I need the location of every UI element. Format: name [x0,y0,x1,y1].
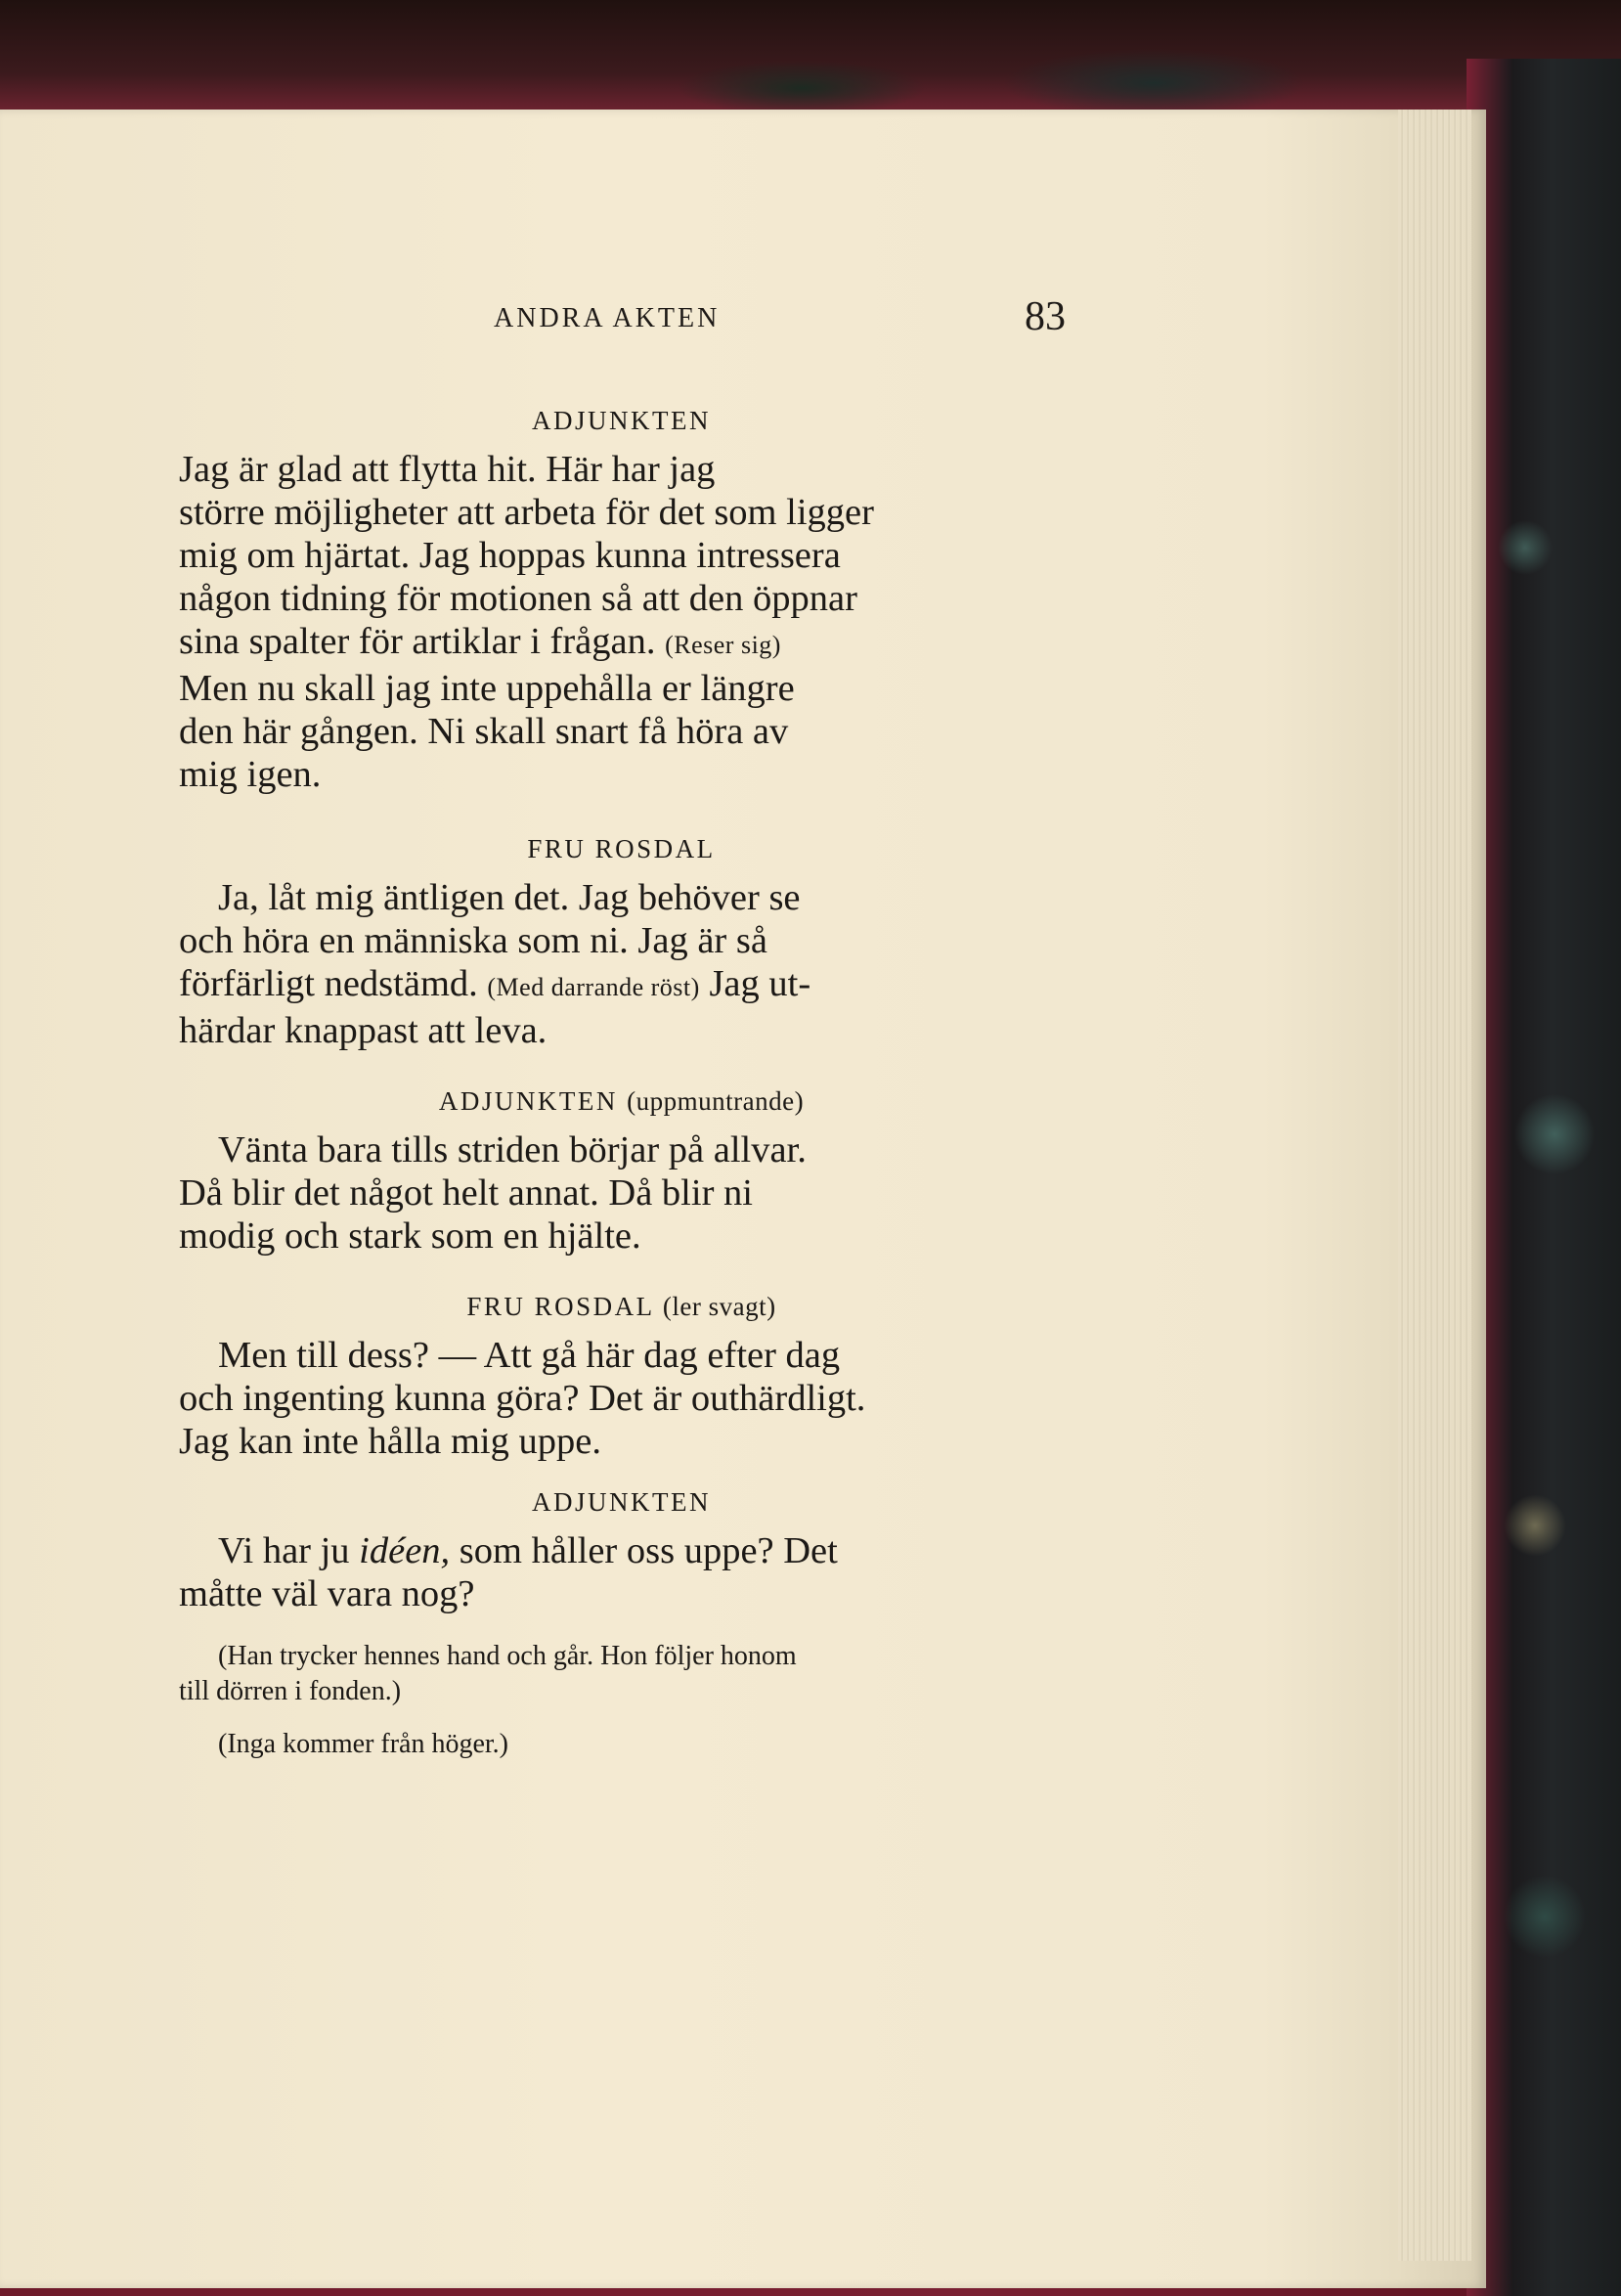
speech-text: någon tidning för motionen så att den öppnar [179,578,857,619]
speech-line [179,1171,1064,1214]
speech-text: och ingenting kunna göra? Det är outhärdligt. [179,1378,866,1419]
speech-line [179,1214,1064,1258]
stage-direction-text: (Han trycker hennes hand och går. Hon följer honom [218,1641,797,1671]
running-title: ANDRA AKTEN [494,303,721,333]
speech-text: modig och stark som en hjälte. [179,1215,641,1257]
speech-line [179,1572,1064,1615]
speech-line [179,962,1064,1009]
speaker-name: ADJUNKTEN [438,1086,618,1116]
marbled-cover-edge [1467,59,1621,2296]
speech-text: mig igen. [179,754,322,795]
speaker-label [179,1082,1064,1121]
speech-text: Ja, låt mig äntligen det. Jag behöver se [218,877,801,918]
speech-text: Då blir det något helt annat. Då blir ni [179,1172,753,1214]
speech-text: Jag kan inte hålla mig uppe. [179,1421,601,1462]
speech-line [179,1009,1064,1052]
speech-block [179,1128,1064,1258]
speaker-label: FRU ROSDAL [527,834,716,863]
book-top-edge [0,0,1621,122]
speech-block [179,876,1064,1052]
speech-text: Vänta bara tills striden börjar på allvar. [218,1129,807,1170]
speech-text: större möjligheter att arbeta för det som ligger [179,492,874,533]
speech-line [179,667,1064,710]
speech-text: måtte väl vara nog? [179,1573,475,1614]
speech-text: härdar knappast att leva. [179,1010,548,1051]
speaker-label [179,1287,1064,1326]
stage-direction-text: till dörren i fonden.) [179,1676,402,1706]
page-number: 83 [1025,294,1066,339]
speaker-label: ADJUNKTEN [532,1487,711,1517]
stage-direction [179,1639,1064,1674]
speech-line [179,534,1064,577]
speaker-note: (ler svagt) [662,1292,776,1321]
speech-text: sina spalter för artiklar i frågan. [179,621,656,662]
speech-text: förfärligt nedstämd. [179,963,478,1004]
speech-text: Men till dess? — Att gå här dag efter dag [218,1335,841,1376]
speech-line [179,491,1064,534]
speech-text: Jag är glad att flytta hit. Här har jag [179,449,716,490]
page-edges [1398,110,1471,2261]
speech-line [179,1334,1064,1377]
speech-text: Vi har ju [218,1530,350,1571]
play-text [179,401,1064,1762]
speech-line [179,710,1064,753]
speech-block [179,448,1064,796]
speech-text: och höra en människa som ni. Jag är så [179,920,767,961]
speech-emphasis: idéen, [359,1530,451,1571]
speech-block [179,1334,1064,1463]
speech-text: den här gången. Ni skall snart få höra av [179,711,789,752]
speech-text: mig om hjärtat. Jag hoppas kunna intressera [179,535,841,576]
speech-line [179,753,1064,796]
speech-line [179,919,1064,962]
stage-direction [179,1727,1064,1762]
speech-line [179,1529,1064,1572]
speaker-note: (uppmuntrande) [627,1086,805,1116]
speech-line [179,1377,1064,1420]
speech-line [179,577,1064,620]
speech-line [179,1420,1064,1463]
speaker-label: ADJUNKTEN [532,406,711,435]
stage-direction-text: (Inga kommer från höger.) [218,1729,508,1759]
speech-line [179,620,1064,667]
stage-direction-inline: (Reser sig) [665,631,781,659]
speech-block [179,1529,1064,1615]
running-head [176,293,1066,352]
stage-direction-inline: (Med darrande röst) [487,973,700,1001]
speech-line [179,448,1064,491]
stage-direction [179,1674,1064,1709]
speaker-name: FRU ROSDAL [466,1292,654,1321]
speech-text: Jag ut- [709,963,811,1004]
speech-line [179,876,1064,919]
speech-text: som håller oss uppe? Det [459,1530,838,1571]
speech-text: Men nu skall jag inte uppehålla er längre [179,668,795,709]
speech-line [179,1128,1064,1171]
